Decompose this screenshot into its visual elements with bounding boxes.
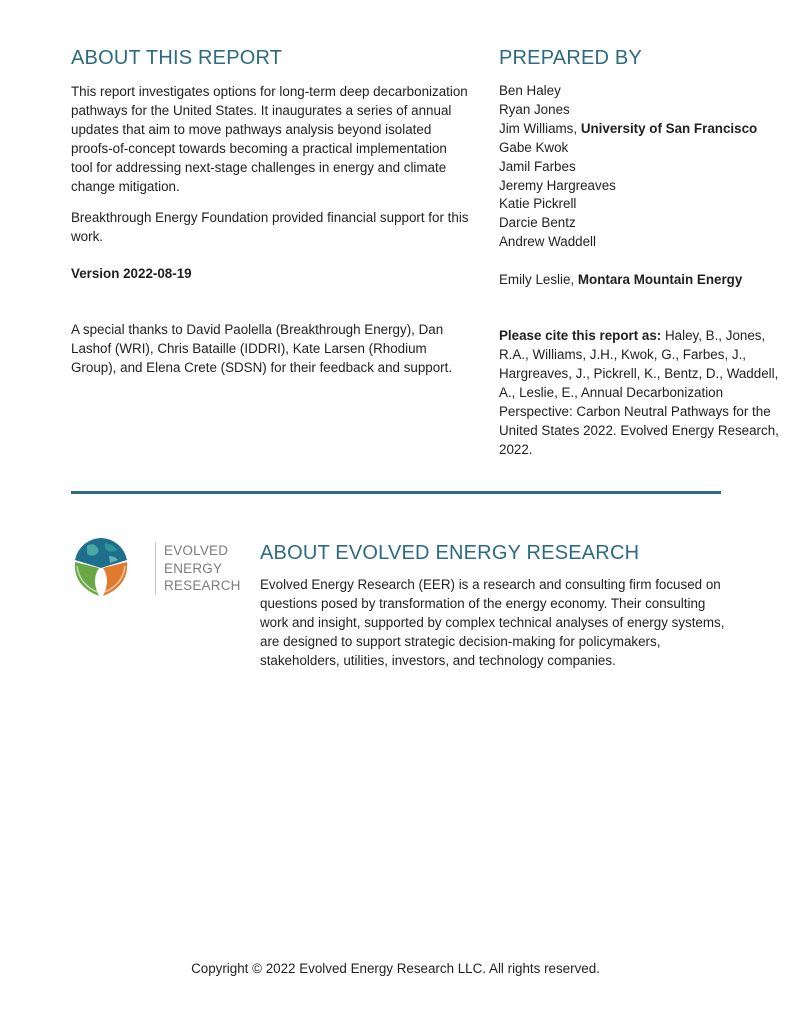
author-item: Darcie Bentz (499, 215, 576, 231)
external-author: Emily Leslie, Montara Mountain Energy (499, 272, 743, 288)
about-report-funding: Breakthrough Energy Foundation provided financial support for this work. (71, 210, 469, 245)
citation-label: Please cite this report as: (499, 328, 662, 344)
acknowledgements: A special thanks to David Paolella (Breakthrough Energy), Dan Lashof (WRI), Chris Bataille (IDDRI), Kate Larsen (Rhodium Group), and Elena Crete (SDSN) for their feedback and support. (71, 322, 453, 375)
author-item: Andrew Waddell (499, 234, 597, 250)
about-report-section (71, 46, 471, 378)
logo-wordmark: EVOLVED ENERGY RESEARCH (155, 542, 241, 595)
author-item: Jamil Farbes (499, 158, 576, 174)
copyright-footer: Copyright © 2022 Evolved Energy Research LLC. All rights reserved. (191, 961, 600, 976)
author-item: Ben Haley (499, 83, 561, 98)
version-label: Version 2022-08-19 (71, 266, 192, 282)
about-eer-heading: ABOUT EVOLVED ENERGY RESEARCH (260, 542, 640, 564)
author-item: Ryan Jones (499, 101, 570, 117)
author-item: Katie Pickrell (499, 196, 577, 212)
about-report-intro: This report investigates options for long-term deep decarbonization pathways for the United States. It inaugurates a series of annual updates that aim to move pathways analysis beyond isolated proofs-of-concept towards becoming a practical implementation tool for addressing next-stage challenges in energy and climate change mitigation. (71, 84, 468, 194)
about-eer-body: Evolved Energy Research (EER) is a research and consulting firm focused on questions posed by transformation of the energy economy. Their consulting work and insight, supported by complex technical analyses of energy systems, are designed to support strategic decision-making for policymakers, stakeholders, utilities, investors, and technology companies. (260, 577, 725, 668)
author-item: Jeremy Hargreaves (499, 177, 616, 193)
author-list (499, 82, 779, 252)
globe-leaf-icon (69, 534, 133, 604)
author-affiliation: Montara Mountain Energy (577, 272, 743, 288)
author-affiliation: University of San Francisco (580, 120, 758, 136)
section-divider (71, 491, 721, 494)
author-item: Jim Williams, University of San Francisco (499, 120, 758, 136)
prepared-by-section (499, 46, 779, 459)
citation (499, 327, 779, 459)
eer-logo (69, 534, 239, 604)
author-item: Gabe Kwok (499, 139, 569, 155)
about-report-heading: ABOUT THIS REPORT (71, 47, 283, 69)
citation-text: Haley, B., Jones, R.A., Williams, J.H., Kwok, G., Farbes, J., Hargreaves, J., Pickrell, K., Bentz, D., Waddell, A., Leslie, E., Annual Decarbonization Perspective: Carbon Neutral Pathways for the United States 2022. Evolved Energy Research, 2022. (499, 328, 779, 457)
prepared-by-heading: PREPARED BY (499, 47, 642, 69)
about-eer-section (260, 541, 730, 671)
